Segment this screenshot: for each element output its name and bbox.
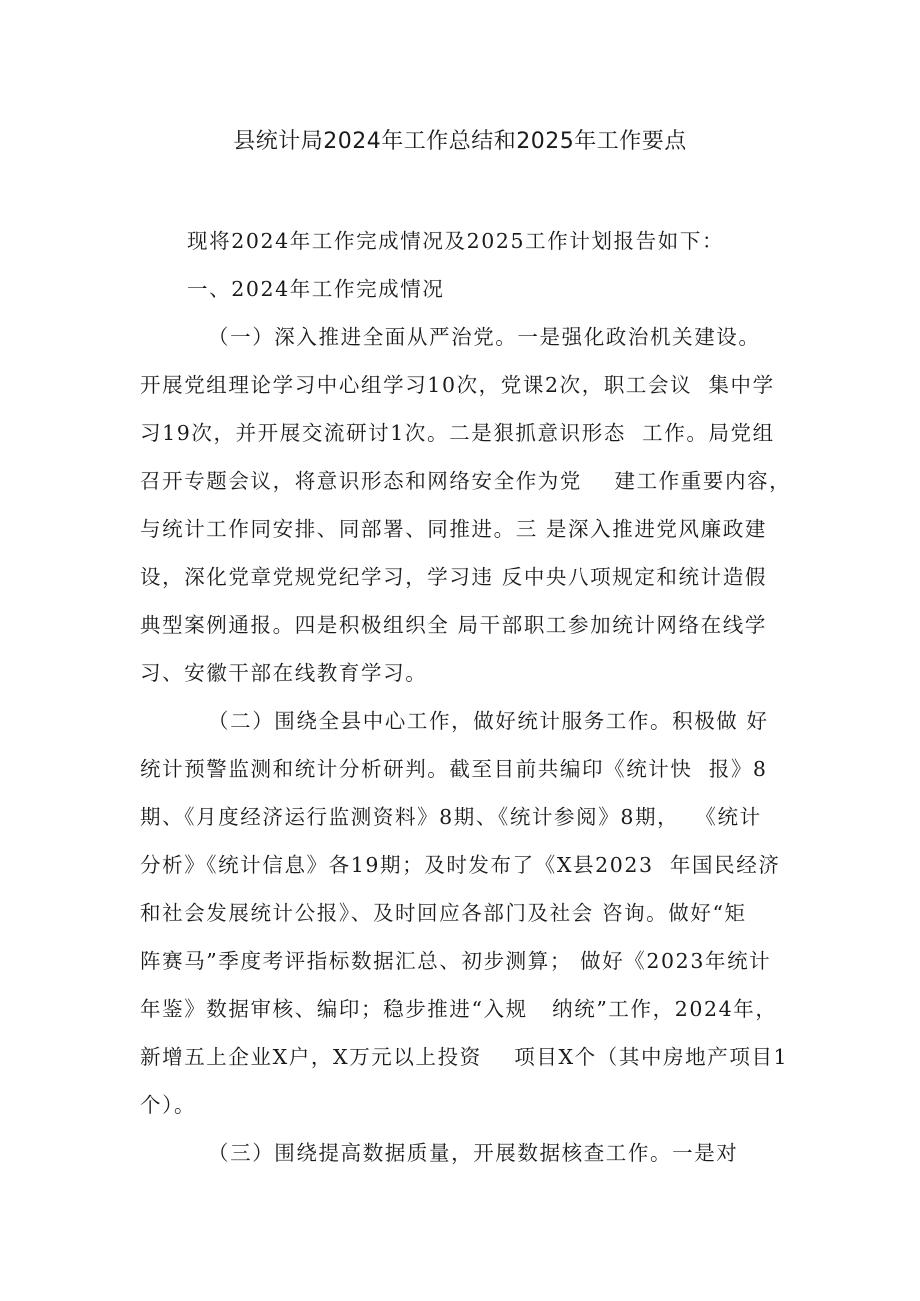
paragraph-line: 个）。 — [140, 1093, 197, 1117]
paragraph-line: 召开专题会议，将意识形态和网络安全作为党 建工作重要内容， — [140, 469, 792, 493]
paragraph-line: 年鉴》数据审核、编印；稳步推进“入规 纳统”工作，2024年， — [140, 997, 778, 1021]
paragraph-line: 分析》《统计信息》各19期；及时发布了《X县2023 年国民经济 — [140, 853, 781, 877]
paragraph-line: 期、《月度经济运行监测资料》8期、《统计参阅》8期， 《统计 — [140, 805, 762, 829]
paragraph-line: （一）深入推进全面从严治党。一是强化政治机关建设。 — [208, 325, 761, 349]
paragraph-line: 典型案例通报。四是积极组织全 局干部职工参加统计网络在线学 — [140, 613, 767, 637]
paragraph-line: 统计预警监测和统计分析研判。截至目前共编印《统计快 报》8 — [140, 757, 768, 781]
paragraph-line: （二）围绕全县中心工作，做好统计服务工作。积极做 好 — [208, 709, 769, 733]
paragraph-line: 和社会发展统计公报》、及时回应各部门及社会 咨询。做好“矩 — [140, 901, 747, 925]
document-title: 县统计局2024年工作总结和2025年工作要点 — [233, 129, 687, 154]
section-heading: 一、2024年工作完成情况 — [187, 277, 445, 301]
paragraph-line: 新增五上企业X户，X万元以上投资 项目X个（其中房地产项目1 — [140, 1045, 789, 1069]
paragraph-line: 习19次，并开展交流研讨1次。二是狠抓意识形态 工作。局党组 — [140, 421, 775, 445]
paragraph-line: （三）围绕提高数据质量，开展数据核查工作。一是对 — [208, 1141, 739, 1165]
paragraph-line: 习、安徽干部在线教育学习。 — [140, 661, 428, 685]
paragraph-line: 开展党组理论学习中心组学习10次，党课2次，职工会议 集中学 — [140, 373, 775, 397]
paragraph-line: 阵赛马”季度考评指标数据汇总、初步测算； 做好《2023年统计 — [140, 949, 772, 973]
paragraph-line: 与统计工作同安排、同部署、同推进。三 是深入推进党风廉政建 — [140, 517, 767, 541]
paragraph-line: 设，深化党章党规党纪学习，学习违 反中央八项规定和统计造假 — [140, 565, 767, 589]
intro-line: 现将2024年工作完成情况及2025工作计划报告如下： — [187, 229, 725, 253]
